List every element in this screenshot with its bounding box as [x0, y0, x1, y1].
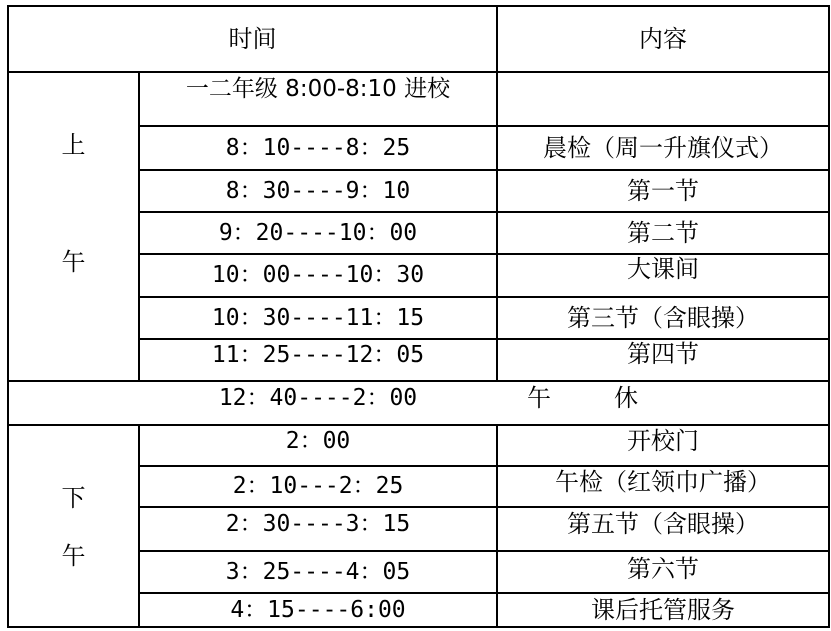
row-content: 第三节（含眼操）: [567, 304, 759, 332]
row-content: 开校门: [627, 427, 699, 455]
row-time: 4：15----6:00: [230, 596, 406, 623]
row-time: 10：30----11：15: [211, 304, 425, 331]
row-content: 第二节: [627, 219, 699, 247]
noon-content-2: 休: [614, 384, 638, 412]
row-time: 2：30----3：15: [225, 510, 411, 537]
row-time: 8：10----8：25: [225, 134, 411, 161]
table-border-right: [828, 5, 830, 628]
row-time: 3：25----4：05: [225, 558, 411, 585]
row-content: 大课间: [627, 255, 699, 283]
morning-label-1: 上: [61, 131, 86, 159]
row-content: [498, 73, 828, 125]
header-time: 时间: [228, 25, 277, 53]
row-time: 2：00: [285, 427, 351, 454]
row-content: 课后托管服务: [591, 596, 735, 624]
noon-content-1: 午: [527, 384, 551, 412]
row-content: 晨检（周一升旗仪式）: [543, 134, 783, 162]
table-border-bottom: [7, 626, 830, 628]
row-content: 第一节: [627, 177, 699, 205]
morning-label-2: 午: [61, 248, 86, 276]
row-time: 2：10---2：25: [232, 473, 404, 499]
row-time: 11：25----12：05: [211, 341, 425, 368]
afternoon-label-1: 下: [61, 484, 86, 512]
row-time: 10：00----10：30: [211, 262, 425, 288]
header-content: 内容: [639, 25, 687, 53]
row-content: 第五节（含眼操）: [567, 510, 759, 538]
row-content: 第四节: [627, 340, 699, 368]
row-time: 9：20----10：00: [218, 219, 418, 246]
row-content: 午检（红领巾广播）: [555, 468, 771, 496]
row-content: 第六节: [627, 555, 699, 583]
afternoon-label-2: 午: [61, 542, 86, 570]
row-time: 8：30----9：10: [225, 177, 411, 204]
row-time: 一二年级 8:00-8:10 进校: [185, 75, 451, 102]
table-border-left: [7, 5, 9, 628]
noon-time: 12：40----2：00: [218, 384, 418, 411]
